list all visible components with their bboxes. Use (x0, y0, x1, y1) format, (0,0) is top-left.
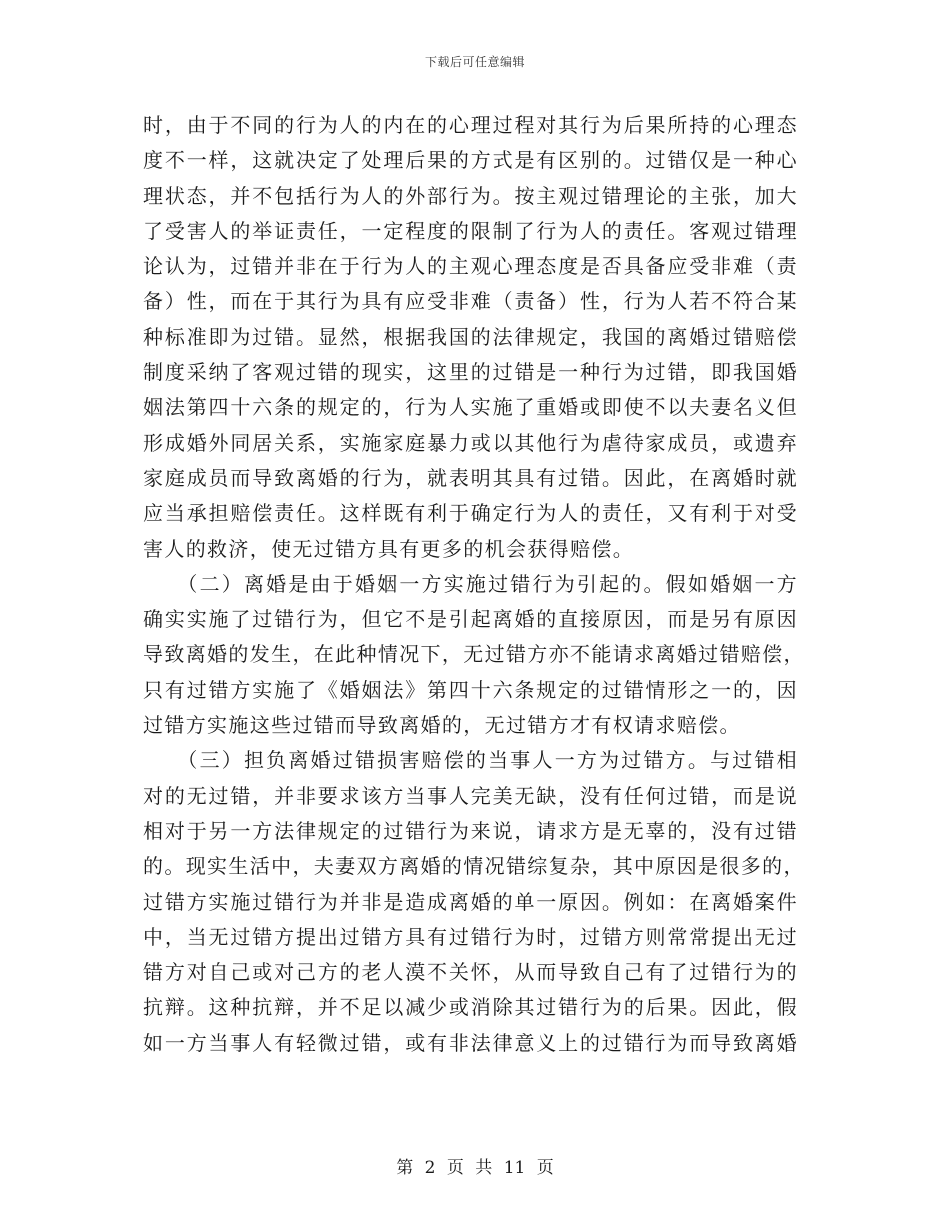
text-line: 只有过错方实施了《婚姻法》第四十六条规定的过错情形之一的，因 (143, 677, 798, 702)
text-line: 了受害人的举证责任，一定程度的限制了行为人的责任。客观过错理 (143, 218, 798, 243)
text-line: 时，由于不同的行为人的内在的心理过程对其行为后果所持的心理态 (143, 113, 798, 137)
text-line: 应当承担赔偿责任。这样既有利于确定行为人的责任，又有利于对受 (143, 501, 798, 526)
text-line: 理状态，并不包括行为人的外部行为。按主观过错理论的主张，加大 (143, 183, 798, 208)
text-line: 错方对自己或对己方的老人漠不关怀，从而导致自己有了过错行为的 (143, 960, 798, 985)
text-line: 对的无过错，并非要求该方当事人完美无缺，没有任何过错，而是说 (143, 783, 798, 808)
text-line: 抗辩。这种抗辩，并不足以减少或消除其过错行为的后果。因此，假 (143, 995, 798, 1020)
text-line: 姻法第四十六条的规定的，行为人实施了重婚或即使不以夫妻名义但 (143, 395, 798, 420)
text-line: 制度采纳了客观过错的现实，这里的过错是一种行为过错，即我国婚 (143, 360, 798, 385)
text-line: 家庭成员而导致离婚的行为，就表明其具有过错。因此，在离婚时就 (143, 465, 798, 490)
text-line: 相对于另一方法律规定的过错行为来说，请求方是无辜的，没有过错 (143, 818, 798, 843)
text-line: （三）担负离婚过错损害赔偿的当事人一方为过错方。与过错相 (143, 748, 798, 773)
text-line: 导致离婚的发生，在此种情况下，无过错方亦不能请求离婚过错赔偿， (143, 642, 805, 667)
body-text (143, 108, 805, 1061)
page-header: 下载后可任意编辑 (424, 55, 525, 69)
text-line: 的。现实生活中，夫妻双方离婚的情况错综复杂，其中原因是很多的， (143, 854, 805, 879)
text-line: 种标准即为过错。显然，根据我国的法律规定，我国的离婚过错赔偿 (143, 324, 798, 349)
page-number-footer: 第 2 页 共 11 页 (396, 1158, 554, 1178)
text-line: 过错方实施过错行为并非是造成离婚的单一原因。例如：在离婚案件 (143, 889, 798, 914)
text-line: 论认为，过错并非在于行为人的主观心理态度是否具备应受非难（责 (143, 254, 798, 279)
text-line: 度不一样，这就决定了处理后果的方式是有区别的。过错仅是一种心 (143, 148, 798, 173)
text-line: 形成婚外同居关系，实施家庭暴力或以其他行为虐待家成员，或遗弃 (143, 430, 798, 455)
text-line: 中，当无过错方提出过错方具有过错行为时，过错方则常常提出无过 (143, 924, 798, 949)
text-line: 确实实施了过错行为，但它不是引起离婚的直接原因，而是另有原因 (143, 607, 798, 632)
text-line: 害人的救济，使无过错方具有更多的机会获得赔偿。 (143, 536, 635, 561)
text-line: （二）离婚是由于婚姻一方实施过错行为引起的。假如婚姻一方 (143, 571, 798, 596)
text-line: 过错方实施这些过错而导致离婚的，无过错方才有权请求赔偿。 (143, 713, 741, 738)
text-line: 如一方当事人有轻微过错，或有非法律意义上的过错行为而导致离婚 (143, 1030, 798, 1055)
text-line: 备）性，而在于其行为具有应受非难（责备）性，行为人若不符合某 (143, 289, 798, 314)
